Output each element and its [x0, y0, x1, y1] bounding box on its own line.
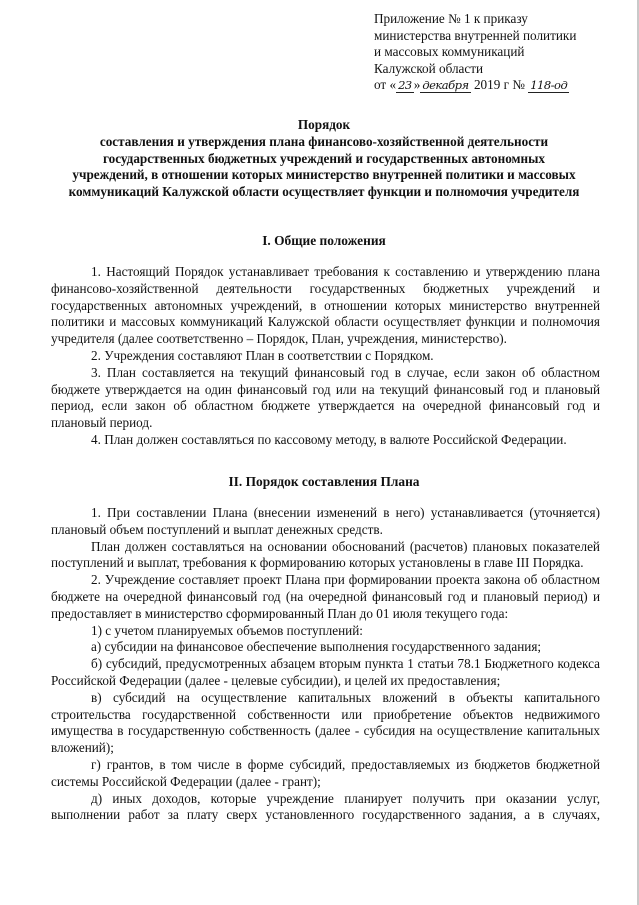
section-2-heading: II. Порядок составления Плана — [228, 474, 420, 489]
section-2-body — [51, 505, 600, 824]
header-line-4: Калужской области — [374, 60, 484, 76]
paragraph: 1. Настоящий Порядок устанавливает требования к составлению и утверждению плана финансово-хозяйственной деятельности государственных бюджетных учреждений и государственных автономных учреждений, в отношении которых министерство внутренней политики и массовых коммуникаций Калужской области осуществляет функции и полномочия учредителя (далее соответственно – Порядок, План, учреждения, министерство). — [51, 264, 600, 347]
header-line-2: министерства внутренней политики — [374, 27, 577, 43]
list-item: д) иных доходов, которые учреждение планирует получить при оказании услуг, выполнении работ за плату сверх установленного государственного задания, а в случаях, — [51, 790, 600, 823]
date-prefix: от « — [374, 77, 397, 92]
document-title — [40, 117, 608, 201]
section-1-body — [51, 264, 600, 449]
header-line-3: и массовых коммуникаций — [374, 44, 525, 59]
title-heading: Порядок — [297, 117, 351, 132]
appendix-header — [374, 11, 634, 94]
order-number: 118-од — [530, 78, 568, 92]
paragraph: 3. План составляется на текущий финансовый год в случае, если закон об областном бюджете утверждается на один финансовый год или на текущий финансовый год и плановый период, если закон об областном бюджете утверждается на очередной финансовый год и плановый период. — [51, 364, 600, 431]
paragraph: 4. План должен составляться по кассовому методу, в валюте Российской Федерации. — [91, 431, 567, 447]
title-line-1: составления и утверждения плана финансово-хозяйственной деятельности — [99, 133, 549, 149]
list-item: г) грантов, в том числе в форме субсидий, предоставляемых из бюджетов бюджетной системы Российской Федерации (далее - грант); — [51, 756, 600, 789]
list-item: б) субсидий, предусмотренных абзацем вторым пункта 1 статьи 78.1 Бюджетного кодекса Российской Федерации (далее - целевые субсидии), и целей их предоставления; — [51, 656, 600, 688]
section-1-heading: I. Общие положения — [262, 233, 386, 248]
paragraph: 2. Учреждения составляют План в соответствии с Порядком. — [91, 347, 434, 363]
list-item: в) субсидий на осуществление капитальных вложений в объекты капитального строительства государственной собственности или приобретение объектов недвижимого имущества в государственную собственность (далее - субсидия на осуществление капитальных вложений); — [51, 689, 600, 756]
list-item: 1) с учетом планируемых объемов поступлений: — [91, 622, 363, 638]
date-year: 2019 г № — [473, 77, 525, 92]
date-month: декабря — [422, 78, 469, 92]
paragraph: План должен составляться на основании обоснований (расчетов) плановых показателей поступлений и выплат, требования к формированию которых установлены в главе III Порядка. — [51, 538, 600, 571]
header-line-1: Приложение № 1 к приказу — [374, 11, 528, 26]
title-line-2: государственных бюджетных учреждений и государственных автономных — [102, 150, 546, 166]
date-quote-close: » — [413, 77, 421, 92]
date-day: 23 — [398, 78, 412, 92]
list-item: а) субсидии на финансовое обеспечение выполнения государственного задания; — [91, 639, 542, 655]
title-line-3: учреждений, в отношении которых министерство внутренней политики и массовых — [72, 167, 576, 183]
paragraph: 2. Учреждение составляет проект Плана при формировании проекта закона об областном бюджете на очередной финансовый год (на очередной финансовый год и плановый период) и предоставляет в министерство сформированный План до 01 июля текущего года: — [51, 572, 600, 621]
paragraph: 1. При составлении Плана (внесении изменений в него) устанавливается (уточняется) плановый объем поступлений и выплат денежных средств. — [51, 505, 600, 537]
title-line-4: коммуникаций Калужской области осуществляет функции и полномочия учредителя — [68, 184, 580, 200]
header-date-line — [374, 77, 634, 94]
